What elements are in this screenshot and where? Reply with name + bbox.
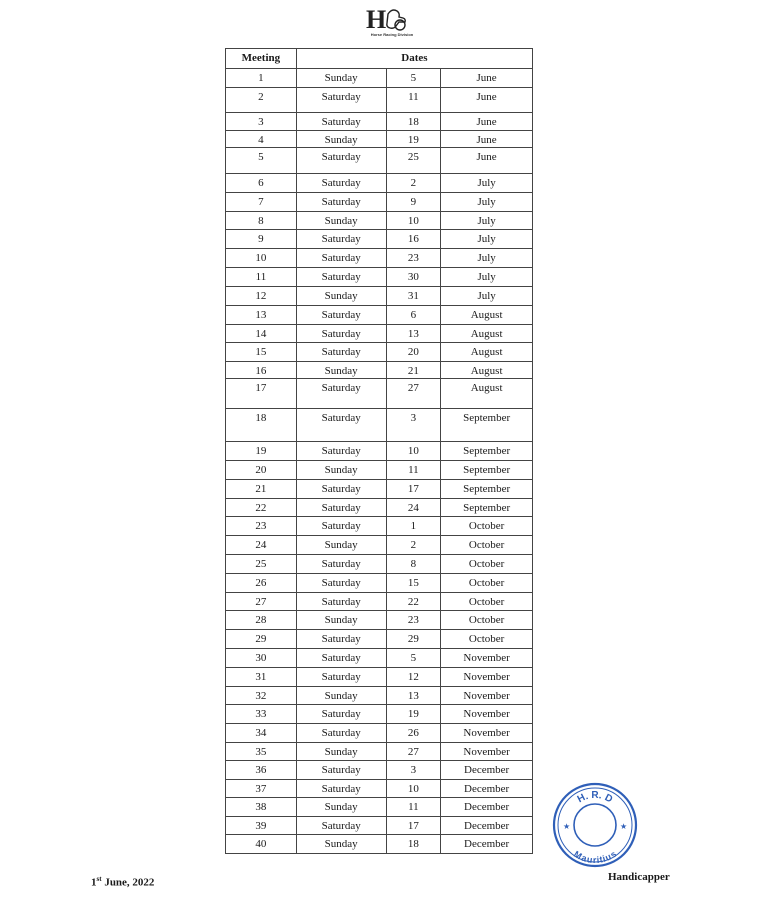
date-cell: 8 [386,555,441,574]
meeting-cell: 15 [226,343,297,362]
meeting-cell: 1 [226,69,297,88]
meeting-cell: 37 [226,780,297,798]
date-cell: 3 [386,409,441,442]
month-cell: July [441,230,533,249]
meeting-cell: 8 [226,212,297,230]
date-cell: 25 [386,148,441,174]
month-cell: August [441,362,533,379]
month-cell: July [441,249,533,268]
day-cell: Saturday [296,630,386,649]
meeting-cell: 32 [226,687,297,705]
table-row [226,268,533,287]
meeting-cell: 4 [226,131,297,148]
date-cell: 19 [386,705,441,724]
day-cell: Saturday [296,761,386,780]
date-cell: 17 [386,817,441,835]
hrd-mauritius-stamp [550,780,640,870]
date-cell: 6 [386,306,441,325]
date-cell: 29 [386,630,441,649]
day-cell: Saturday [296,409,386,442]
table-row [226,113,533,131]
day-cell: Sunday [296,69,386,88]
date-cell: 12 [386,668,441,687]
month-cell: June [441,113,533,131]
document-date [91,875,154,889]
date-cell: 30 [386,268,441,287]
meeting-cell: 33 [226,705,297,724]
table-row [226,148,533,174]
table-row [226,69,533,88]
race-meetings-table [225,48,533,854]
meeting-cell: 19 [226,442,297,461]
month-cell: November [441,687,533,705]
table-row [226,705,533,724]
month-cell: October [441,536,533,555]
date-rest: June, 2022 [101,876,155,889]
meeting-cell: 18 [226,409,297,442]
table-row [226,574,533,593]
month-cell: November [441,649,533,668]
date-cell: 10 [386,442,441,461]
month-cell: June [441,88,533,113]
meeting-cell: 25 [226,555,297,574]
date-cell: 27 [386,379,441,409]
day-cell: Saturday [296,379,386,409]
signatory-title: Handicapper [608,871,670,883]
month-cell: December [441,835,533,854]
month-cell: September [441,480,533,499]
date-cell: 23 [386,611,441,630]
meeting-cell: 10 [226,249,297,268]
meeting-cell: 24 [226,536,297,555]
day-cell: Saturday [296,88,386,113]
month-cell: June [441,148,533,174]
month-cell: September [441,461,533,480]
meeting-cell: 21 [226,480,297,499]
date-cell: 13 [386,687,441,705]
month-cell: August [441,343,533,362]
day-cell: Saturday [296,668,386,687]
month-cell: November [441,668,533,687]
meeting-cell: 34 [226,724,297,743]
date-cell: 18 [386,113,441,131]
month-cell: July [441,174,533,193]
day-cell: Saturday [296,174,386,193]
meeting-cell: 31 [226,668,297,687]
meeting-cell: 16 [226,362,297,379]
table-row [226,724,533,743]
meeting-cell: 35 [226,743,297,761]
date-cell: 16 [386,230,441,249]
date-cell: 22 [386,593,441,611]
date-cell: 20 [386,343,441,362]
table-row [226,249,533,268]
day-cell: Saturday [296,517,386,536]
meeting-cell: 38 [226,798,297,817]
table-row [226,668,533,687]
month-cell: November [441,743,533,761]
meeting-cell: 22 [226,499,297,517]
month-cell: December [441,780,533,798]
month-cell: August [441,379,533,409]
day-cell: Saturday [296,724,386,743]
month-cell: December [441,761,533,780]
table-row [226,649,533,668]
date-cell: 15 [386,574,441,593]
table-row [226,362,533,379]
table-row [226,230,533,249]
day-cell: Saturday [296,148,386,174]
month-cell: October [441,630,533,649]
stamp-top-text: H. R. D [575,790,615,806]
stamp-star-icon: ★ [563,822,571,831]
table-row [226,555,533,574]
month-cell: October [441,555,533,574]
meeting-cell: 20 [226,461,297,480]
table-row [226,517,533,536]
date-cell: 13 [386,325,441,343]
day-cell: Saturday [296,325,386,343]
meeting-cell: 29 [226,630,297,649]
day-cell: Saturday [296,193,386,212]
month-cell: October [441,517,533,536]
table-row [226,630,533,649]
meeting-cell: 7 [226,193,297,212]
header-meeting: Meeting [226,49,297,69]
day-cell: Sunday [296,743,386,761]
meeting-cell: 11 [226,268,297,287]
day-cell: Saturday [296,343,386,362]
date-cell: 9 [386,193,441,212]
day-cell: Sunday [296,835,386,854]
date-cell: 1 [386,517,441,536]
date-cell: 3 [386,761,441,780]
stamp-star-icon: ★ [620,822,628,831]
day-cell: Saturday [296,555,386,574]
day-cell: Sunday [296,798,386,817]
day-cell: Sunday [296,212,386,230]
date-cell: 18 [386,835,441,854]
month-cell: August [441,306,533,325]
logo-letter: H [366,5,387,34]
month-cell: October [441,593,533,611]
table-row [226,193,533,212]
meeting-cell: 26 [226,574,297,593]
day-cell: Saturday [296,649,386,668]
month-cell: September [441,499,533,517]
day-cell: Saturday [296,230,386,249]
month-cell: November [441,724,533,743]
date-cell: 23 [386,249,441,268]
table-row [226,343,533,362]
date-cell: 11 [386,798,441,817]
date-cell: 11 [386,88,441,113]
meeting-cell: 2 [226,88,297,113]
date-cell: 21 [386,362,441,379]
day-cell: Sunday [296,687,386,705]
meeting-cell: 12 [226,287,297,306]
table-row [226,593,533,611]
table-header-row [226,49,533,69]
table-row [226,743,533,761]
month-cell: November [441,705,533,724]
table-row [226,835,533,854]
day-cell: Saturday [296,705,386,724]
day-cell: Sunday [296,362,386,379]
date-cell: 27 [386,743,441,761]
table-row [226,499,533,517]
table-row [226,442,533,461]
day-cell: Sunday [296,536,386,555]
day-cell: Sunday [296,287,386,306]
day-cell: Sunday [296,461,386,480]
table-row [226,174,533,193]
date-cell: 26 [386,724,441,743]
date-cell: 24 [386,499,441,517]
day-cell: Sunday [296,131,386,148]
meeting-cell: 36 [226,761,297,780]
meeting-cell: 17 [226,379,297,409]
day-cell: Saturday [296,780,386,798]
table-row [226,780,533,798]
header-dates: Dates [296,49,532,69]
meeting-cell: 40 [226,835,297,854]
day-cell: Saturday [296,499,386,517]
month-cell: July [441,193,533,212]
day-cell: Saturday [296,268,386,287]
date-cell: 10 [386,212,441,230]
date-cell: 10 [386,780,441,798]
table-row [226,131,533,148]
meeting-cell: 28 [226,611,297,630]
day-cell: Saturday [296,817,386,835]
day-cell: Saturday [296,249,386,268]
table-row [226,212,533,230]
month-cell: October [441,574,533,593]
date-cell: 5 [386,69,441,88]
table-row [226,379,533,409]
month-cell: August [441,325,533,343]
date-cell: 2 [386,174,441,193]
svg-text:H. R. D [576,790,614,805]
day-cell: Saturday [296,306,386,325]
table-row [226,325,533,343]
date-suffix: st [96,875,102,883]
table-row [226,409,533,442]
table-row [226,306,533,325]
date-cell: 11 [386,461,441,480]
day-cell: Sunday [296,611,386,630]
month-cell: September [441,409,533,442]
month-cell: July [441,212,533,230]
table-row [226,536,533,555]
month-cell: December [441,798,533,817]
table-row [226,817,533,835]
meeting-cell: 30 [226,649,297,668]
date-cell: 19 [386,131,441,148]
day-cell: Saturday [296,113,386,131]
date-cell: 5 [386,649,441,668]
table-row [226,287,533,306]
date-day: 1 [91,876,97,889]
table-row [226,798,533,817]
meeting-cell: 13 [226,306,297,325]
month-cell: June [441,131,533,148]
meeting-cell: 27 [226,593,297,611]
day-cell: Saturday [296,574,386,593]
date-cell: 17 [386,480,441,499]
meeting-cell: 5 [226,148,297,174]
date-cell: 31 [386,287,441,306]
meeting-cell: 6 [226,174,297,193]
meeting-cell: 39 [226,817,297,835]
month-cell: July [441,287,533,306]
month-cell: December [441,817,533,835]
meeting-cell: 23 [226,517,297,536]
month-cell: September [441,442,533,461]
logo-caption: Horse Racing Division [370,32,414,37]
date-cell: 2 [386,536,441,555]
horse-head-icon [387,10,405,28]
table-row [226,88,533,113]
stamp-bottom-text: Mauritius [571,849,619,866]
table-row [226,480,533,499]
meeting-cell: 3 [226,113,297,131]
table-row [226,761,533,780]
day-cell: Saturday [296,480,386,499]
month-cell: October [441,611,533,630]
day-cell: Saturday [296,442,386,461]
day-cell: Saturday [296,593,386,611]
meeting-cell: 14 [226,325,297,343]
table-row [226,687,533,705]
table-row [226,461,533,480]
table-row [226,611,533,630]
month-cell: July [441,268,533,287]
month-cell: June [441,69,533,88]
meeting-cell: 9 [226,230,297,249]
